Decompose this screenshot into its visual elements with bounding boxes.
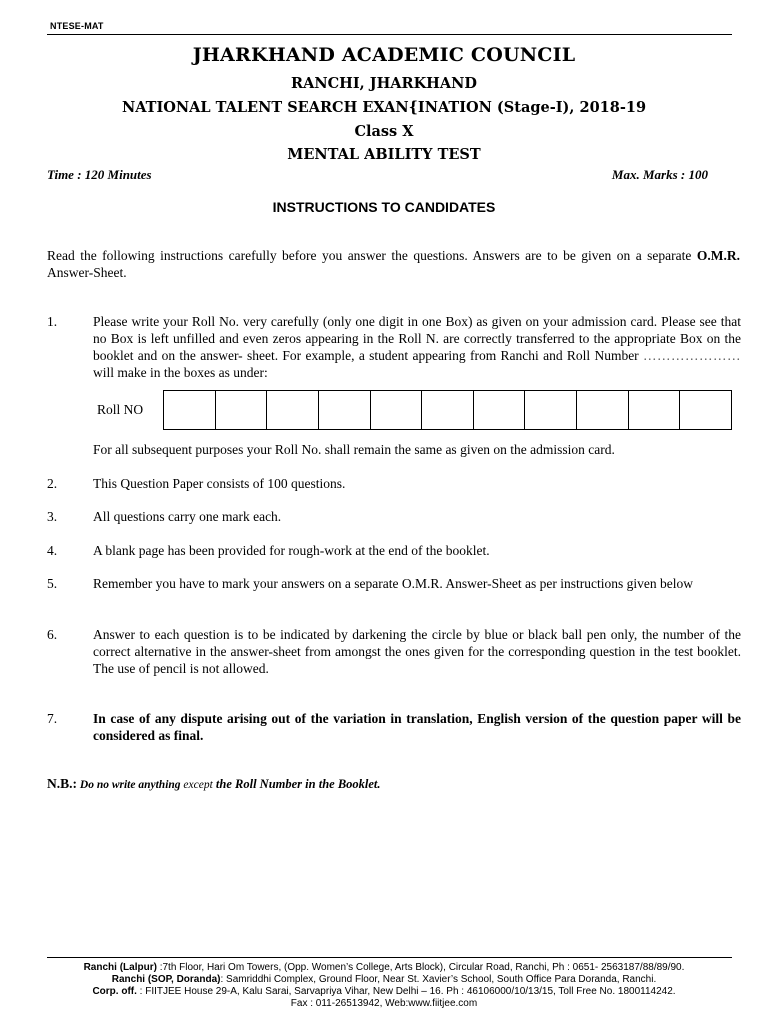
item-number: 2.: [47, 476, 58, 491]
roll-digit-box[interactable]: [216, 391, 268, 429]
roll-digit-box[interactable]: [474, 391, 526, 429]
roll-digit-box[interactable]: [371, 391, 423, 429]
max-marks: Max. Marks : 100: [611, 167, 708, 182]
item-number: 7.: [47, 711, 58, 726]
instructions-heading: INSTRUCTIONS TO CANDIDATES: [272, 199, 496, 215]
intro-text-end: Answer-Sheet.: [47, 265, 127, 280]
item-number: 6.: [47, 627, 58, 642]
item-1-text: Please write your Roll No. very carefully (only one digit in one Box) as given on your admission card. Please see that no Box is left unfilled and even zeros appearing in the Roll N. are correctly transferred to the appropriate Box on the booklet and on the answer- sheet. For example, a student appearing from Ranchi and Roll Number: [93, 314, 741, 363]
footer-line-2: [0, 974, 768, 986]
top-rule: [47, 34, 732, 35]
roll-digit-box[interactable]: [680, 391, 731, 429]
nb-text-end: the Roll Number in the Booklet.: [212, 777, 381, 791]
footer-rule: [47, 957, 732, 958]
instruction-item-2: This Question Paper consists of 100 questions.: [93, 476, 346, 491]
roll-digit-box[interactable]: [525, 391, 577, 429]
footer-line-4: Fax : 011-26513942, Web:www.fiitjee.com: [290, 998, 478, 1009]
roll-number-note: For all subsequent purposes your Roll No. shall remain the same as given on the admission card.: [93, 442, 615, 457]
roll-number-blank: …………………: [643, 348, 741, 363]
nb-except: except: [183, 779, 213, 791]
nota-bene: [47, 776, 381, 792]
item-number: 5.: [47, 576, 58, 591]
roll-number-boxes: [163, 390, 732, 430]
instruction-item-6: Answer to each question is to be indicated by darkening the circle by blue or black ball pen only, the number of the correct alternative in the answer-sheet from amongst the ones given for the corresponding question in the test booklet. The use of pencil is not allowed.: [93, 627, 741, 676]
footer-corp-address: : FIITJEE House 29-A, Kalu Sarai, Sarvapriya Vihar, New Delhi – 16. Ph : 46106000/10/13/15, Toll Free No. 1800114242.: [136, 986, 676, 997]
footer-doranda-label: Ranchi (SOP, Doranda): [111, 974, 221, 985]
item-number: 4.: [47, 543, 58, 558]
instruction-item-5: Remember you have to mark your answers on a separate O.M.R. Answer-Sheet as per instructions given below: [93, 576, 693, 591]
time-limit: Time : 120 Minutes: [47, 167, 152, 182]
instruction-item-1: [93, 313, 741, 381]
instruction-item-4: A blank page has been provided for rough-work at the end of the booklet.: [93, 543, 490, 558]
roll-number-grid: [85, 390, 732, 430]
document-code: NTESE-MAT: [50, 21, 104, 31]
footer-lalpur-address: :7th Floor, Hari Om Towers, (Opp. Women’s College, Arts Block), Circular Road, Ranchi, Ph : 0651- 2563187/88/89/90.: [156, 962, 685, 973]
council-title: JHARKHAND ACADEMIC COUNCIL: [192, 44, 576, 66]
footer-doranda-address: : Samriddhi Complex, Ground Floor, Near St. Xavier’s School, South Office Para Doranda, Ranchi.: [220, 974, 657, 985]
instruction-item-3: All questions carry one mark each.: [93, 509, 282, 524]
footer-line-1: [0, 962, 768, 974]
intro-text: Read the following instructions carefully before you answer the questions. Answers are to be given on a separate: [47, 248, 697, 263]
item-number: 3.: [47, 509, 58, 524]
roll-digit-box[interactable]: [422, 391, 474, 429]
roll-digit-box[interactable]: [577, 391, 629, 429]
footer-corp-label: Corp. off.: [92, 986, 137, 997]
nb-label: N.B.: [47, 776, 73, 791]
footer-lalpur-label: Ranchi (Lalpur): [83, 962, 157, 973]
nb-colon: :: [72, 776, 78, 791]
roll-digit-box[interactable]: [267, 391, 319, 429]
intro-paragraph: [47, 247, 740, 281]
roll-digit-box[interactable]: [164, 391, 216, 429]
item-number: 1.: [47, 314, 58, 329]
council-city: RANCHI, JHARKHAND: [291, 75, 477, 92]
roll-no-label: Roll NO: [97, 402, 144, 417]
roll-digit-box[interactable]: [629, 391, 681, 429]
footer-line-3: [0, 986, 768, 998]
roll-digit-box[interactable]: [319, 391, 371, 429]
instruction-item-7: In case of any dispute arising out of the variation in translation, English version of the question paper will be considered as final.: [93, 711, 741, 743]
exam-title: NATIONAL TALENT SEARCH EXAN{INATION (Stage-I), 2018-19: [121, 99, 647, 116]
class-label: Class X: [354, 123, 414, 140]
test-name: MENTAL ABILITY TEST: [287, 146, 481, 163]
nb-text: Do no write anything: [77, 779, 184, 791]
item-1-text-end: will make in the boxes as under:: [93, 365, 268, 380]
omr-term: O.M.R.: [696, 248, 740, 263]
